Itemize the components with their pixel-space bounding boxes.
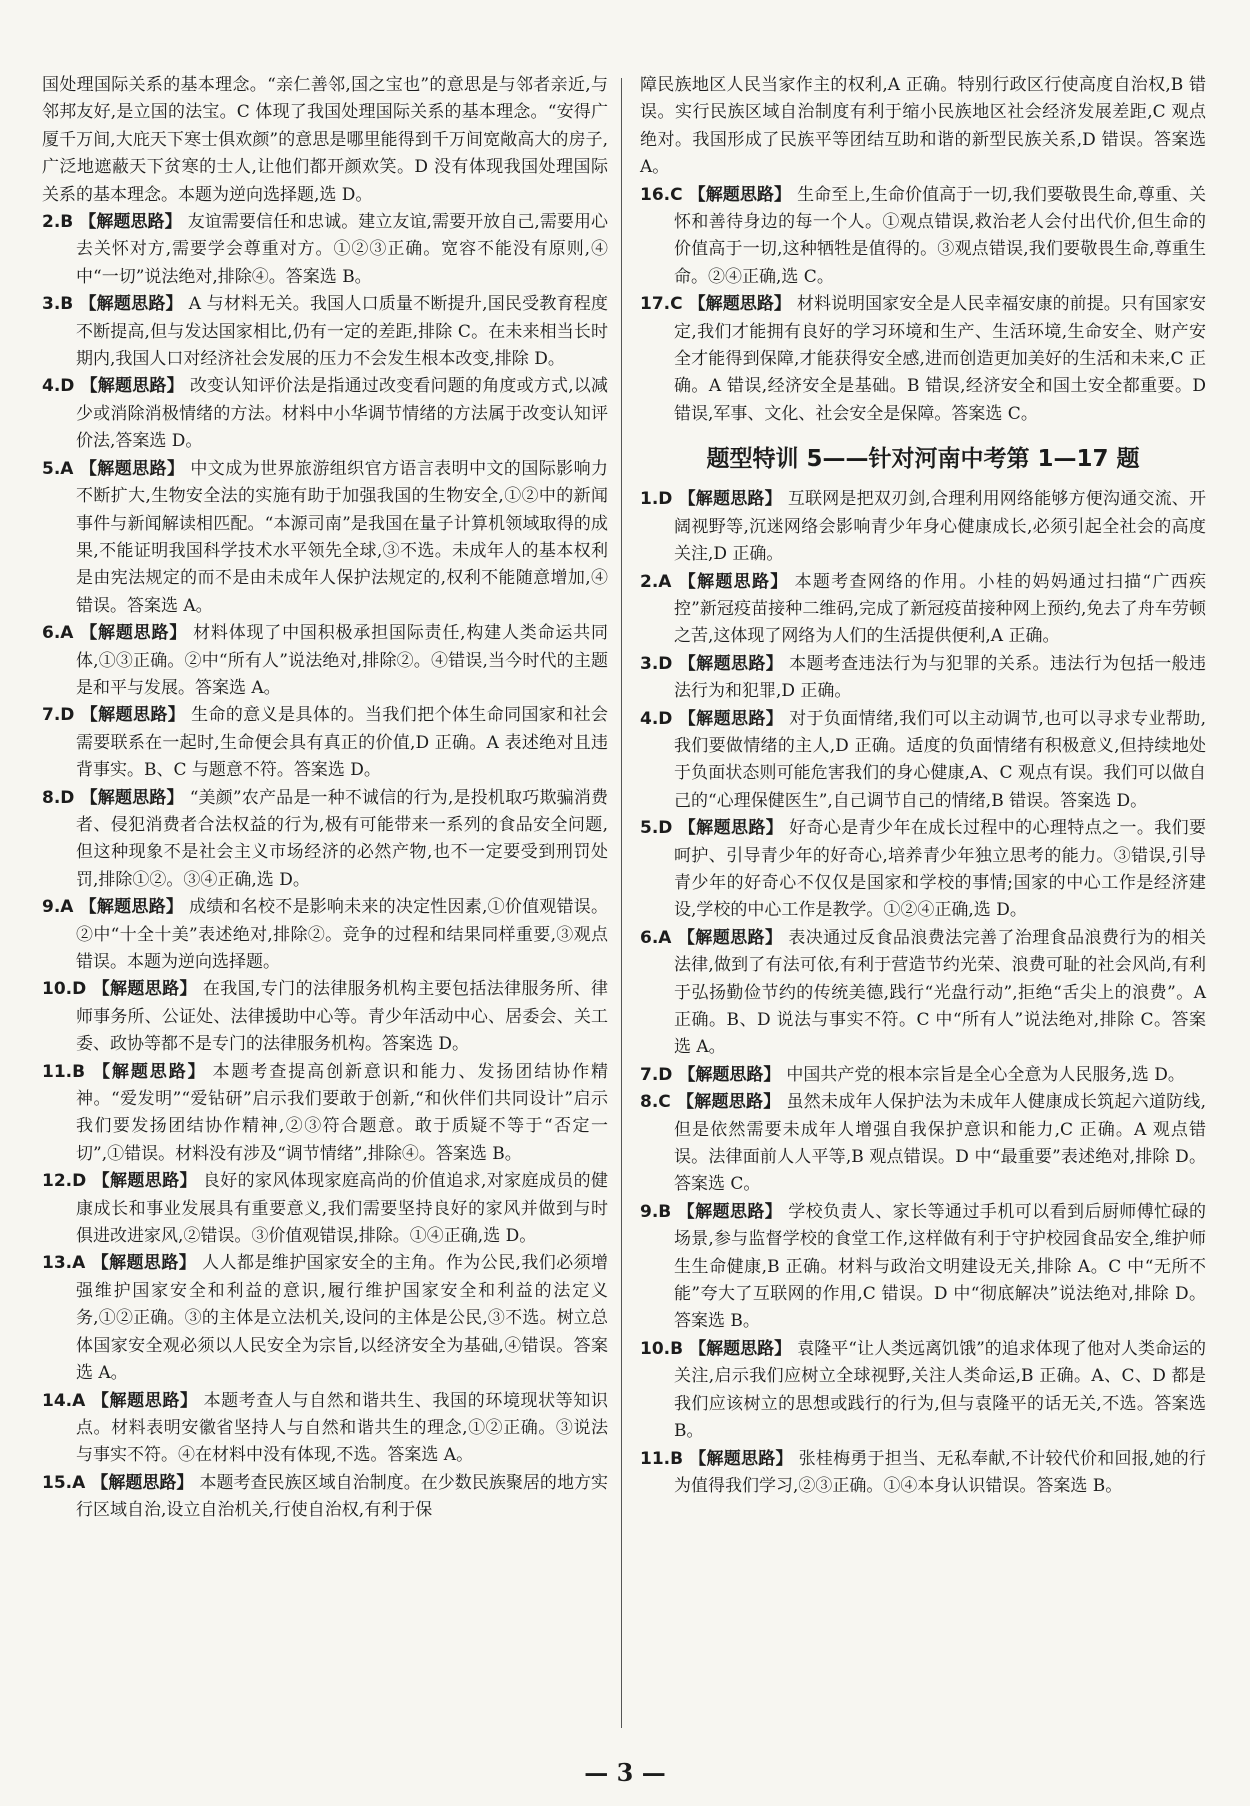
answer-item xyxy=(42,456,608,620)
answer-item xyxy=(640,925,1206,1062)
answer-text: 材料体现了中国积极承担国际责任,构建人类命运共同体,①③正确。②中“所有人”说法绝对,排除②。④错误,当今时代的主题是和平与发展。答案选 A。 xyxy=(76,623,609,698)
answer-text: 本题考查人与自然和谐共生、我国的环境现状等知识点。材料表明安徽省坚持人与自然和谐共生的理念,①②正确。③说法与事实不符。④在材料中没有体现,不选。答案选 A。 xyxy=(76,1390,609,1466)
answer-number: 2.A xyxy=(640,571,672,592)
right-answer-list-b xyxy=(640,486,1206,1500)
right-column xyxy=(640,72,1206,1500)
answer-number: 8.D xyxy=(42,787,75,808)
solution-tag: 【解题思路】 xyxy=(689,1338,792,1359)
answer-text: 张桂梅勇于担当、无私奉献,不计较代价和回报,她的行为值得我们学习,②③正确。①④本身认识错误。答案选 B。 xyxy=(674,1448,1206,1496)
answer-number: 9.A xyxy=(42,897,74,918)
answer-item xyxy=(42,209,608,291)
answer-number: 11.B xyxy=(42,1061,86,1082)
solution-tag: 【解题思路】 xyxy=(678,1064,781,1085)
answer-text: 良好的家风体现家庭高尚的价值追求,对家庭成员的健康成长和事业发展具有重要意义,我们需要坚持良好的家风并做到与时俱进改进家风,②错误。③价值观错误,排除。①④正确,选 D。 xyxy=(76,1171,609,1247)
answer-number: 4.D xyxy=(42,376,75,397)
answer-number: 5.D xyxy=(640,818,673,839)
answer-number: 2.B xyxy=(42,212,74,233)
answer-text: 互联网是把双刃剑,合理利用网络能够方便沟通交流、开阔视野等,沉迷网络会影响青少年身心健康成长,必须引起全社会的高度关注,D 正确。 xyxy=(674,489,1207,565)
solution-tag: 【解题思路】 xyxy=(79,897,184,918)
answer-number: 3.B xyxy=(42,294,74,315)
answer-text: 本题考查提高创新意识和能力、发扬团结协作精神。“爱发明”“爱钻研”启示我们要敢于创新,“和伙伴们共同设计”启示我们要发扬团结协作精神,②③符合题意。敢于质疑不等于“否定一切”,①错误。材料没有涉及“调节情绪”,排除④。答案选 B。 xyxy=(76,1061,609,1164)
answer-text: 中国共产党的根本宗旨是全心全意为人民服务,选 D。 xyxy=(786,1064,1185,1085)
answer-item xyxy=(42,976,608,1058)
answer-text: 本题考查民族区域自治制度。在少数民族聚居的地方实行区域自治,设立自治机关,行使自治权,有利于保 xyxy=(76,1472,609,1521)
answer-text: 袁隆平“让人类远离饥饿”的追求体现了他对人类命运的关注,启示我们应树立全球视野,关注人类命运,B 正确。A、C、D 都是我们应该树立的思想或践行的行为,但与袁隆平的话无关,不选。答案选 B。 xyxy=(674,1338,1206,1442)
answer-number: 11.B xyxy=(640,1448,684,1469)
answer-number: 10.D xyxy=(42,979,87,1000)
right-answer-list-a xyxy=(640,182,1206,429)
solution-tag: 【解题思路】 xyxy=(91,1061,207,1082)
answer-item xyxy=(42,1168,608,1250)
solution-tag: 【解题思路】 xyxy=(688,184,792,205)
answer-text: A 与材料无关。我国人口质量不断提升,国民受教育程度不断提高,但与发达国家相比,仍有一定的差距,排除 C。在未来相当长时期内,我国人口对经济社会发展的压力不会发生根本改变,排除 D。 xyxy=(76,294,609,370)
solution-tag: 【解题思路】 xyxy=(677,571,789,592)
answer-number: 10.B xyxy=(640,1338,684,1359)
answer-number: 12.D xyxy=(42,1171,87,1192)
answer-text: 虽然未成年人保护法为未成年人健康成长筑起六道防线,但是依然需要未成年人增强自我保护意识和能力,C 正确。A 观点错误。法律面前人人平等,B 观点错误。D 中“最重要”表述绝对,排除 D。答案选 C。 xyxy=(674,1092,1207,1195)
solution-tag: 【解题思路】 xyxy=(79,458,185,479)
answer-item xyxy=(640,182,1206,292)
answer-number: 9.B xyxy=(640,1201,672,1222)
answer-item xyxy=(42,1059,608,1169)
answer-item xyxy=(640,1336,1206,1446)
answer-text: “美颜”农产品是一种不诚信的行为,是投机取巧欺骗消费者、侵犯消费者合法权益的行为,极有可能带来一系列的食品安全问题,但这种现象不是社会主义市场经济的必然产物,也不一定要受到刑罚处罚,排除①②。③④正确,选 D。 xyxy=(76,787,609,890)
solution-tag: 【解题思路】 xyxy=(677,1201,783,1222)
answer-item xyxy=(42,785,608,895)
answer-number: 6.A xyxy=(42,623,74,644)
answer-item xyxy=(42,1250,608,1387)
answer-text: 学校负责人、家长等通过手机可以看到后厨师傅忙碌的场景,参与监督学校的食堂工作,这样做有利于守护校园食品安全,维护师生生命健康,B 正确。材料与政治文明建设无关,排除 A。C 中“无所不能”夸大了互联网的作用,C 错误。D 中“彻底解决”说法绝对,排除 D。答案选 B。 xyxy=(674,1201,1207,1332)
left-answer-list xyxy=(42,209,608,1525)
solution-tag: 【解题思路】 xyxy=(689,1448,793,1469)
solution-tag: 【解题思路】 xyxy=(80,705,186,726)
answer-text: 在我国,专门的法律服务机构主要包括法律服务所、律师事务所、公证处、法律援助中心等。青少年活动中心、居委会、关工委、政协等都不是专门的法律服务机构。答案选 D。 xyxy=(76,979,609,1055)
answer-item xyxy=(640,569,1206,651)
answer-number: 6.A xyxy=(640,927,672,948)
answer-item xyxy=(42,894,608,976)
answer-number: 15.A xyxy=(42,1472,86,1493)
continuation-paragraph: 障民族地区人民当家作主的权利,A 正确。特别行政区行使高度自治权,B 错误。实行民族区域自治制度有利于缩小民族地区社会经济发展差距,C 观点绝对。我国形成了民族平等团结互助和谐的新型民族关系,D 错误。答案选 A。 xyxy=(640,75,1206,178)
answer-item xyxy=(42,1388,608,1470)
solution-tag: 【解题思路】 xyxy=(80,787,184,808)
answer-number: 17.C xyxy=(640,294,683,315)
answer-item xyxy=(640,1199,1206,1336)
solution-tag: 【解题思路】 xyxy=(91,1390,198,1411)
answer-text: 人人都是维护国家安全的主角。作为公民,我们必须增强维护国家安全和利益的意识,履行维护国家安全和利益的法定义务,①②正确。③的主体是立法机关,设问的主体是公民,③不选。树立总体国家安全观必须以人民安全为宗旨,以经济安全为基础,④错误。答案选 A。 xyxy=(76,1253,608,1384)
answer-text: 成绩和名校不是影响未来的决定性因素,①价值观错误。②中“十全十美”表述绝对,排除②。竞争的过程和结果同样重要,③观点错误。本题为逆向选择题。 xyxy=(76,897,609,972)
answer-number: 7.D xyxy=(640,1064,673,1085)
answer-text: 友谊需要信任和忠诚。建立友谊,需要开放自己,需要用心去关怀对方,需要学会尊重对方。①②③正确。宽容不能没有原则,④中“一切”说法绝对,排除④。答案选 B。 xyxy=(76,212,609,287)
solution-tag: 【解题思路】 xyxy=(79,623,188,644)
answer-number: 7.D xyxy=(42,705,75,726)
answer-text: 好奇心是青少年在成长过程中的心理特点之一。我们要呵护、引导青少年的好奇心,培养青少年独立思考的能力。③错误,引导青少年的好奇心不仅仅是国家和学校的事情;国家的中心工作是经济建设,学校的中心工作是教学。①②④正确,选 D。 xyxy=(674,818,1207,921)
answer-item xyxy=(42,702,608,784)
answer-number: 3.D xyxy=(640,653,673,674)
answer-item xyxy=(42,373,608,455)
answer-item xyxy=(42,291,608,373)
solution-tag: 【解题思路】 xyxy=(91,1253,197,1274)
answer-item xyxy=(640,486,1206,568)
left-column xyxy=(42,72,608,1525)
answer-item xyxy=(640,706,1206,816)
section-title: 题型特训 5——针对河南中考第 1—17 题 xyxy=(706,446,1140,473)
solution-tag: 【解题思路】 xyxy=(92,1171,197,1192)
solution-tag: 【解题思路】 xyxy=(678,489,782,510)
solution-tag: 【解题思路】 xyxy=(676,1092,781,1113)
answer-text: 改变认知评价法是指通过改变看问题的角度或方式,以减少或消除消极情绪的方法。材料中小华调节情绪的方法属于改变认知评价法,答案选 D。 xyxy=(76,376,609,452)
solution-tag: 【解题思路】 xyxy=(678,653,784,674)
answer-text: 生命的意义是具体的。当我们把个体生命同国家和社会需要联系在一起时,生命便会具有真正的价值,D 正确。A 表述绝对且违背事实。B、C 与题意不符。答案选 D。 xyxy=(76,705,609,781)
answer-text: 生命至上,生命价值高于一切,我们要敬畏生命,尊重、关怀和善待身边的每一个人。①观点错误,救治老人会付出代价,但生命的价值高于一切,这种牺牲是值得的。③观点错误,我们要敬畏生命,尊重生命。②④正确,选 C。 xyxy=(674,184,1206,287)
answer-number: 13.A xyxy=(42,1253,86,1274)
answer-item xyxy=(640,1062,1206,1089)
answer-text: 中文成为世界旅游组织官方语言表明中文的国际影响力不断扩大,生物安全法的实施有助于加强我国的生物安全,①②中的新闻事件与新闻解读相匹配。“本源司南”是我国在量子计算机领域取得的成果,不能证明我国科学技术水平领先全球,③不选。未成年人的基本权利是由宪法规定的而不是由未成年人保护法规定的,权利不能随意增加,④错误。答案选 A。 xyxy=(76,458,609,616)
answer-text: 本题考查网络的作用。小桂的妈妈通过扫描“广西疾控”新冠疫苗接种二维码,完成了新冠疫苗接种网上预约,免去了舟车劳顿之苦,这体现了网络为人们的生活提供便利,A 正确。 xyxy=(674,571,1206,647)
answer-item xyxy=(42,1470,608,1525)
answer-text: 对于负面情绪,我们可以主动调节,也可以寻求专业帮助,我们要做情绪的主人,D 正确。适度的负面情绪有积极意义,但持续地处于负面状态则可能危害我们的身心健康,A、C 观点有误。我们可以做自己的“心理保健医生”,自己调节自己的情绪,B 错误。答案选 D。 xyxy=(674,708,1207,811)
answer-item xyxy=(640,291,1206,428)
answer-text: 本题考查违法行为与犯罪的关系。违法行为包括一般违法行为和犯罪,D 正确。 xyxy=(674,653,1207,702)
answer-number: 14.A xyxy=(42,1390,86,1411)
solution-tag: 【解题思路】 xyxy=(678,818,784,839)
solution-tag: 【解题思路】 xyxy=(80,376,184,397)
answer-item xyxy=(640,1446,1206,1501)
solution-tag: 【解题思路】 xyxy=(91,1472,194,1493)
intro-paragraph: 国处理国际关系的基本理念。“亲仁善邻,国之宝也”的意思是与邻者亲近,与邻邦友好,是立国的法宝。C 体现了我国处理国际关系的基本理念。“安得广厦千万间,大庇天下寒士俱欢颜”的意思是哪里能得到千万间宽敞高大的房子,广泛地遮蔽天下贫寒的士人,让他们都开颜欢笑。D 没有体现我国处理国际关系的基本理念。本题为逆向选择题,选 D。 xyxy=(42,75,608,205)
solution-tag: 【解题思路】 xyxy=(677,927,783,948)
answer-number: 16.C xyxy=(640,184,683,205)
solution-tag: 【解题思路】 xyxy=(92,979,197,1000)
answer-item xyxy=(640,1089,1206,1199)
solution-tag: 【解题思路】 xyxy=(79,294,183,315)
answer-item xyxy=(640,815,1206,925)
solution-tag: 【解题思路】 xyxy=(79,212,182,233)
answer-number: 8.C xyxy=(640,1092,671,1113)
answer-item xyxy=(42,620,608,702)
solution-tag: 【解题思路】 xyxy=(678,708,784,729)
answer-text: 材料说明国家安全是人民幸福安康的前提。只有国家安定,我们才能拥有良好的学习环境和生产、生活环境,生命安全、财产安全才能得到保障,才能获得安全感,进而创造更加美好的生活和未来,C 正确。A 错误,经济安全是基础。B 错误,经济安全和国土安全都重要。D 错误,军事、文化、社会安全是保障。答案选 C。 xyxy=(674,294,1206,424)
answer-number: 1.D xyxy=(640,489,673,510)
answer-number: 4.D xyxy=(640,708,673,729)
answer-item xyxy=(640,651,1206,706)
solution-tag: 【解题思路】 xyxy=(688,294,791,315)
answer-number: 5.A xyxy=(42,458,74,479)
answer-text: 表决通过反食品浪费法完善了治理食品浪费行为的相关法律,做到了有法可依,有利于营造节约光荣、浪费可耻的社会风尚,有利于弘扬勤俭节约的传统美德,践行“光盘行动”,拒绝“舌尖上的浪费”。A 正确。B、D 说法与事实不符。C 中“所有人”说法绝对,排除 C。答案选 A。 xyxy=(674,927,1207,1058)
page-number: — 3 — xyxy=(584,1758,666,1787)
column-divider xyxy=(621,78,622,1728)
